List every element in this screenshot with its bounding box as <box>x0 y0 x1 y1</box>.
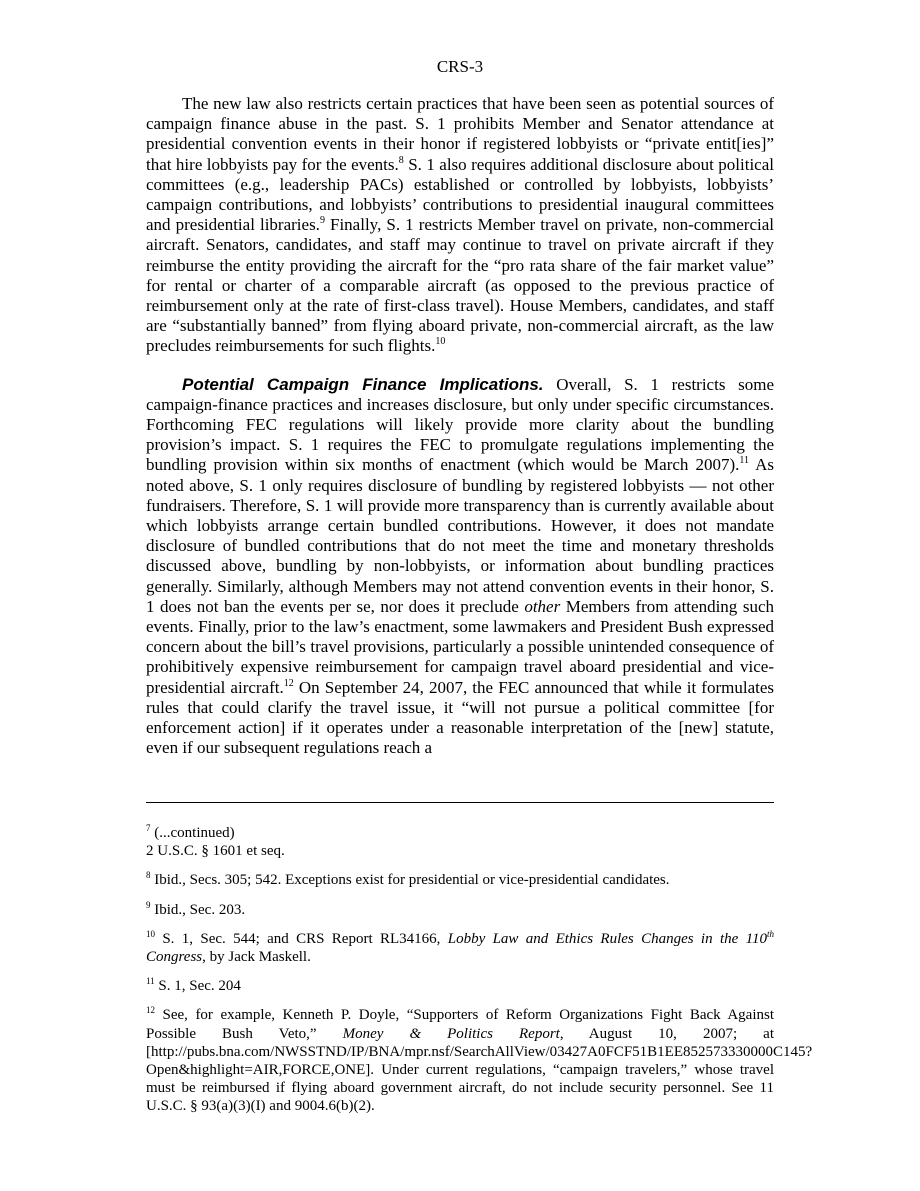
body-text <box>146 94 774 759</box>
text-span: Members from attending such events. Finally, prior to the law’s enactment, some lawmakers and President Bush expressed concern about the bill’s travel provisions, particularly a possible unintended consequence of prohibitively expensive reimbursement for campaign travel aboard presidential and vice-presidential aircraft. <box>146 596 774 697</box>
text-span: Overall, S. 1 restricts some campaign-finance practices and increases disclosure, but only under specific circumstances. Forthcoming FEC regulations will likely provide more clarity about the bundling provision’s impact. S. 1 requires the FEC to promulgate regulations implementing the bundling provision within six months of enactment (which would be March 2007). <box>146 374 774 475</box>
footnote-9 <box>146 901 774 919</box>
footnote-number: 10 <box>146 928 155 939</box>
report-title-text: Lobby Law and Ethics Rules Changes in the 110 <box>447 930 767 947</box>
text-span: Finally, S. 1 restricts Member travel on private, non-commercial aircraft. Senators, candidates, and staff may continue to travel on private aircraft if they reimburse the entity providing the aircraft for the “pro rata share of the fair market value” for rental or charter of a comparable aircraft (as opposed to the previous practice of reimbursement only at the rate of first-class travel). House Members, candidates, and staff are “substantially banned” from flying aboard private, non-commercial aircraft, as the law precludes reimbursements for such flights. <box>146 215 774 356</box>
text-span: On September 24, 2007, the FEC announced that while it formulates rules that could clarify the travel issue, it “will not pursue a political committee [for enforcement action] if it operates under a reasonable interpretation of the [new] statute, even if our subsequent regulations reach a <box>146 677 775 758</box>
footnote-text: (...continued) <box>150 825 235 841</box>
footnote-text: Ibid., Secs. 305; 542. Exceptions exist for presidential or vice-presidential candidates. <box>150 872 670 889</box>
footnotes-section <box>146 823 813 1127</box>
footnote-number: 9 <box>146 899 151 910</box>
journal-title: Money & Politics Report <box>342 1025 560 1042</box>
footnote-12 <box>146 1005 813 1115</box>
footnote-10 <box>146 930 774 966</box>
paragraph-lobbying-practices <box>146 94 774 357</box>
footnote-number: 12 <box>146 1005 155 1016</box>
footnote-7 <box>146 824 774 842</box>
text-span: S. 1 also requires additional disclosure about political committees (e.g., leadership PACs) established or controlled by lobbyists, lobbyists’ campaign contributions, and lobbyists’ contributions to presidential inaugural committees and presidential libraries. <box>146 154 774 235</box>
paragraph-campaign-finance-implications <box>146 375 774 759</box>
footnote-text: Ibid., Sec. 203. <box>150 901 246 918</box>
page-number-header: CRS-3 <box>436 57 484 76</box>
report-title-text: Congress <box>146 949 203 966</box>
footnote-number: 8 <box>146 870 151 881</box>
footnote-text: , August 10, 2007; at [http://pubs.bna.com/NWSSTND/IP/BNA/mpr.nsf/SearchAllView/03427A0FCF51B1EE852573330000C145?Open&highlight=AIR,FORCE,ONE]. Under current regulations, “campaign travelers,” whose travel must be reimbursed if flying aboard government aircraft, do not include security personnel. See 11 U.S.C. § 93(a)(3)(I) and 9004.6(b)(2). <box>146 1025 813 1115</box>
footnote-text: See, for example, Kenneth P. Doyle, “Supporters of Reform Organizations Fight Back Against Possible Bush Veto,” <box>146 1007 774 1042</box>
footnote-number: 11 <box>146 976 155 987</box>
footnote-text: S. 1, Sec. 204 <box>154 978 241 995</box>
ordinal-suffix: th <box>767 928 775 939</box>
footnote-8 <box>146 871 774 889</box>
footnote-ref-11[interactable]: 11 <box>739 455 750 467</box>
text-span: The new law also restricts certain practices that have been seen as potential sources of campaign finance abuse in the past. S. 1 prohibits Member and Senator attendance at presidential convention events in their honor if registered lobbyists or “private entit[ies]” that hire lobbyists pay for the events. <box>146 94 774 174</box>
footnote-number: 7 <box>146 823 151 833</box>
footnote-text: S. 1, Sec. 544; and CRS Report RL34166, <box>155 930 448 947</box>
footnote-separator-rule <box>146 802 774 803</box>
footnote-ref-10[interactable]: 10 <box>435 336 446 348</box>
footnote-ref-12[interactable]: 12 <box>283 677 294 689</box>
footnote-11 <box>146 977 774 995</box>
footnote-7-continued: 2 U.S.C. § 1601 et seq. <box>146 843 285 860</box>
text-span: As noted above, S. 1 only requires disclosure of bundling by registered lobbyists — not other fundraisers. Therefore, S. 1 will provide more transparency than is currently available about which lobbyists arrange certain bundled contributions. However, it does not mandate disclosure of bundled contributions that do not meet the time and monetary thresholds discussed above, bundling by non-lobbyists, or information about bundling practices generally. Similarly, although Members may not attend convention events in their honor, S. 1 does not ban the events per se, nor does it preclude <box>146 455 774 616</box>
footnote-text: , by Jack Maskell. <box>202 949 311 966</box>
emphasis-other: other <box>524 596 561 616</box>
section-runin-heading: Potential Campaign Finance Implications. <box>182 374 544 394</box>
footnote-ref-9[interactable]: 9 <box>319 215 325 227</box>
footnote-ref-8[interactable]: 8 <box>398 154 404 166</box>
